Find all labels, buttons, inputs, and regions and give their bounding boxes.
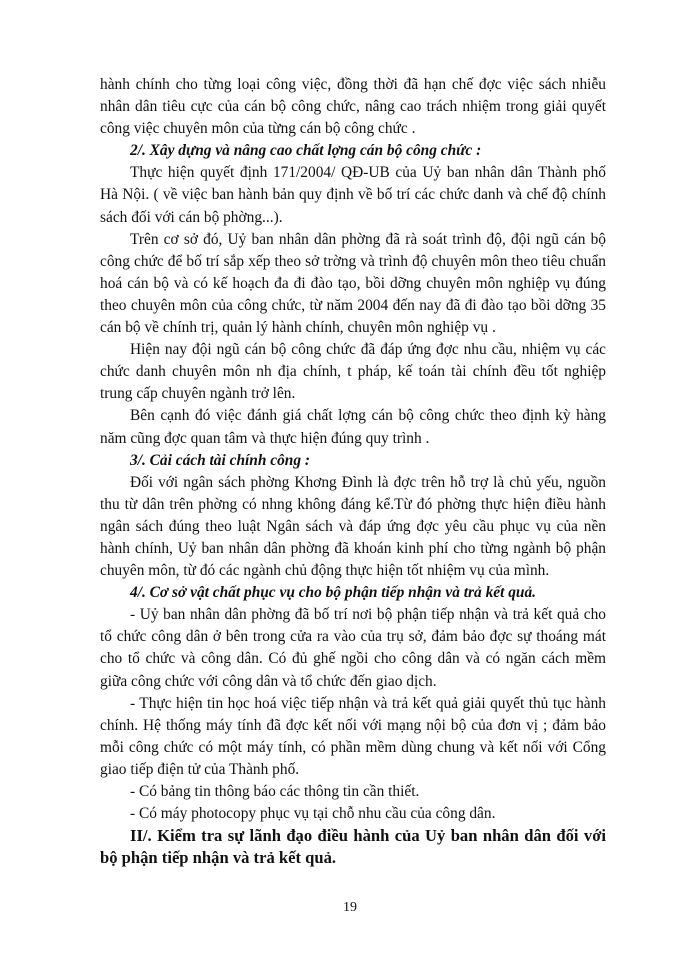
list-item: - Thực hiện tin học hoá việc tiếp nhận và trả kết quả giải quyết thủ tục hành chính. Hệ thống máy tính đã đợc kết nối với mạng nội bộ của đơn vị ; đảm bảo mỗi công chức có một máy tính, có phần mềm dùng chung và kết nối với Cổng giao tiếp điện tử của Thành phố. [100,694,606,778]
paragraph-continuation: hành chính cho từng loại công việc, đồng thời đã hạn chế đợc việc sách nhiễu nhân dân tiêu cực của cán bộ công chức, nâng cao trách nhiệm trong giải quyết công việc chuyên môn của từng cán bộ công chức . [100,76,606,138]
list-item: - Có bảng tin thông báo các thông tin cần thiết. [130,783,420,800]
main-heading-ii: II/. Kiểm tra sự lãnh đạo điều hành của Uỷ ban nhân dân đối với bộ phận tiếp nhận và trả kết quả. [100,826,606,868]
section-heading-3: 3/. Cải cách tài chính công : [130,451,310,469]
section-heading-4: 4/. Cơ sở vật chất phục vụ cho bộ phận tiếp nhận và trả kết quả. [130,584,537,602]
list-item: - Có máy photocopy phục vụ tại chỗ nhu cầu của công dân. [130,805,496,823]
paragraph: Trên cơ sở đó, Uỷ ban nhân dân phờng đã rà soát trình độ, đội ngũ cán bộ công chức để bố trí sắp xếp theo sở trờng và trình độ chuyên môn theo tiêu chuẩn hoá cán bộ và có kế hoạch đa đi đào tạo, bồi dỡng chuyên môn nghiệp vụ đúng theo chuyên môn của công chức, từ năm 2004 đến nay đã đi đào tạo bồi dỡng 35 cán bộ về chính trị, quản lý hành chính, chuyên môn nghiệp vụ . [100,230,606,337]
paragraph: Bên cạnh đó việc đánh giá chất lợng cán bộ công chức theo định kỳ hàng năm cũng đợc quan tâm và thực hiện đúng quy trình . [100,407,606,447]
document-body [100,74,606,869]
paragraph: Thực hiện quyết định 171/2004/ QĐ-UB của Uỷ ban nhân dân Thành phố Hà Nội. ( về việc ban hành bản quy định về bố trí các chức danh và chế độ chính sách đối với cán bộ phờng...). [100,164,606,226]
paragraph: Đối với ngân sách phờng Khơng Đình là đợc trên hỗ trợ là chủ yếu, nguồn thu từ dân trên phờng có nhng không đáng kể.Từ đó phờng thực hiện điều hành ngân sách đúng theo luật Ngân sách và đáp ứng đợc yêu cầu phục vụ của nền hành chính, Uỷ ban nhân dân phờng đã khoán kinh phí cho từng ngành bộ phận chuyên môn, từ đó các ngành chủ động thực hiện tốt nhiệm vụ của mình. [100,473,606,580]
section-heading-2: 2/. Xây dựng và nâng cao chất lợng cán bộ công chức : [130,142,482,160]
page-number: 19 [343,900,357,915]
paragraph: Hiện nay đội ngũ cán bộ công chức đã đáp ứng đợc nhu cầu, nhiệm vụ các chức danh chuyên môn nh địa chính, t pháp, kế toán tài chính đều tốt nghiệp trung cấp chuyên ngành trở lên. [100,341,606,403]
list-item: - Uỷ ban nhân dân phờng đã bố trí nơi bộ phận tiếp nhận và trả kết quả cho tổ chức công dân ở bên trong cửa ra vào của trụ sở, đảm bảo đợc sự thoáng mát cho tổ chức và công dân. Có đủ ghế ngồi cho công dân và có ngăn cách mềm giữa công chức với công dân và tổ chức đến giao dịch. [100,606,606,690]
